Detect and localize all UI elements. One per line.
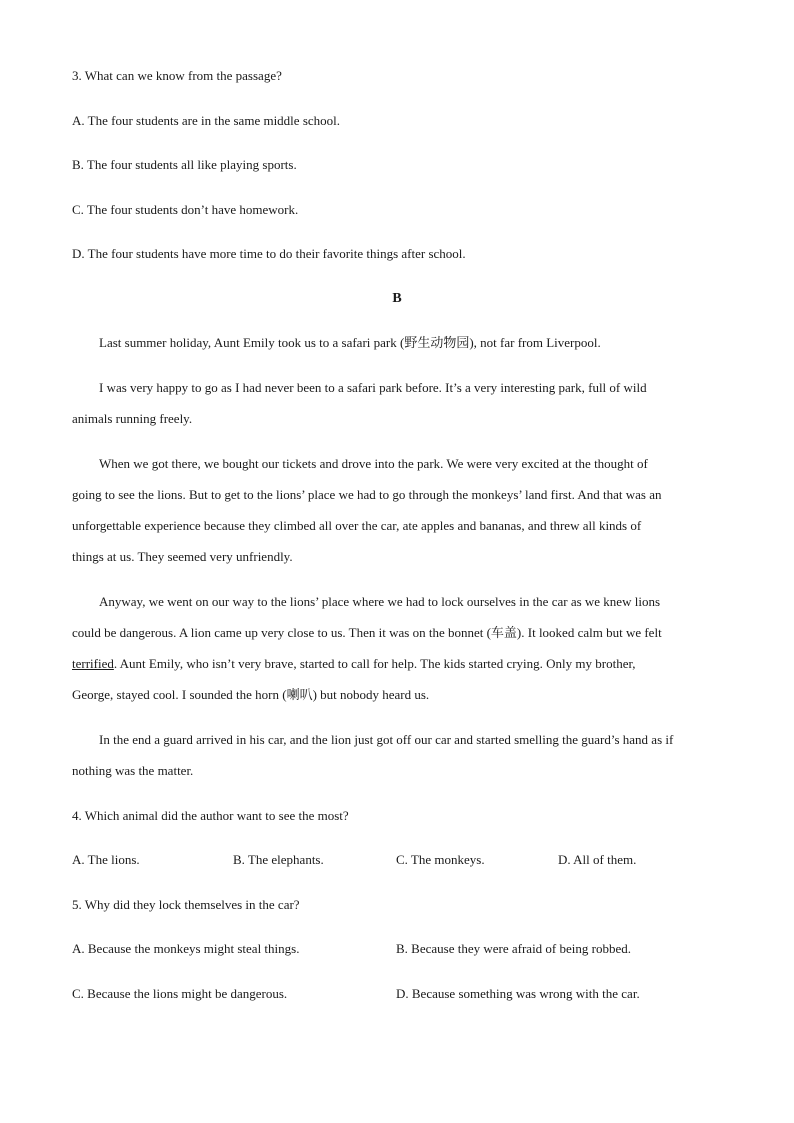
q5-option-a: A. Because the monkeys might steal things. bbox=[72, 941, 300, 956]
q3-option-c: C. The four students don’t have homework. bbox=[72, 202, 299, 217]
passage-paragraph-4-line-1: Anyway, we went on our way to the lions’ place where we had to lock ourselves in the car as we knew lions bbox=[99, 594, 660, 609]
passage-paragraph-3-line-4: things at us. They seemed very unfriendly. bbox=[72, 549, 293, 564]
passage-paragraph-5-line-2: nothing was the matter. bbox=[72, 763, 194, 778]
passage-paragraph-4-line-3-rest: . Aunt Emily, who isn’t very brave, started to call for help. The kids started crying. Only my brother, bbox=[113, 656, 636, 671]
passage-paragraph-1: Last summer holiday, Aunt Emily took us to a safari park (野生动物园), not far from Liverpool. bbox=[99, 335, 601, 350]
passage-paragraph-4-line-4: George, stayed cool. I sounded the horn (喇叭) but nobody heard us. bbox=[72, 687, 430, 702]
passage-paragraph-3-line-2: going to see the lions. But to get to the lions’ place we had to go through the monkeys’ land first. And that was an bbox=[72, 487, 662, 502]
q3-option-a: A. The four students are in the same middle school. bbox=[72, 113, 341, 128]
question-3: 3. What can we know from the passage? bbox=[72, 68, 282, 83]
passage-paragraph-5-line-1: In the end a guard arrived in his car, and the lion just got off our car and started smelling the guard’s hand as if bbox=[99, 732, 674, 747]
passage-paragraph-4-line-3 bbox=[72, 656, 636, 672]
q3-option-b: B. The four students all like playing sports. bbox=[72, 157, 297, 172]
q4-option-a: A. The lions. bbox=[72, 852, 140, 867]
q3-option-d: D. The four students have more time to do their favorite things after school. bbox=[72, 246, 466, 261]
underlined-word-terrified: terrified bbox=[72, 656, 114, 671]
passage-paragraph-4-line-2: could be dangerous. A lion came up very close to us. Then it was on the bonnet (车盖). It looked calm but we felt bbox=[72, 625, 662, 640]
passage-paragraph-2-line-1: I was very happy to go as I had never been to a safari park before. It’s a very interesting park, full of wild bbox=[99, 380, 647, 395]
section-b-heading: B bbox=[392, 291, 402, 306]
q4-option-b: B. The elephants. bbox=[233, 852, 324, 867]
q4-option-d: D. All of them. bbox=[558, 852, 637, 867]
passage-paragraph-3-line-1: When we got there, we bought our tickets and drove into the park. We were very excited at the thought of bbox=[99, 456, 648, 471]
question-4: 4. Which animal did the author want to see the most? bbox=[72, 808, 349, 823]
question-5: 5. Why did they lock themselves in the car? bbox=[72, 897, 300, 912]
passage-paragraph-3-line-3: unforgettable experience because they climbed all over the car, ate apples and bananas, and threw all kinds of bbox=[72, 518, 642, 533]
q4-option-c: C. The monkeys. bbox=[396, 852, 485, 867]
q5-option-c: C. Because the lions might be dangerous. bbox=[72, 986, 288, 1001]
passage-paragraph-2-line-2: animals running freely. bbox=[72, 411, 193, 426]
q5-option-b: B. Because they were afraid of being robbed. bbox=[396, 941, 631, 956]
q5-option-d: D. Because something was wrong with the car. bbox=[396, 986, 640, 1001]
